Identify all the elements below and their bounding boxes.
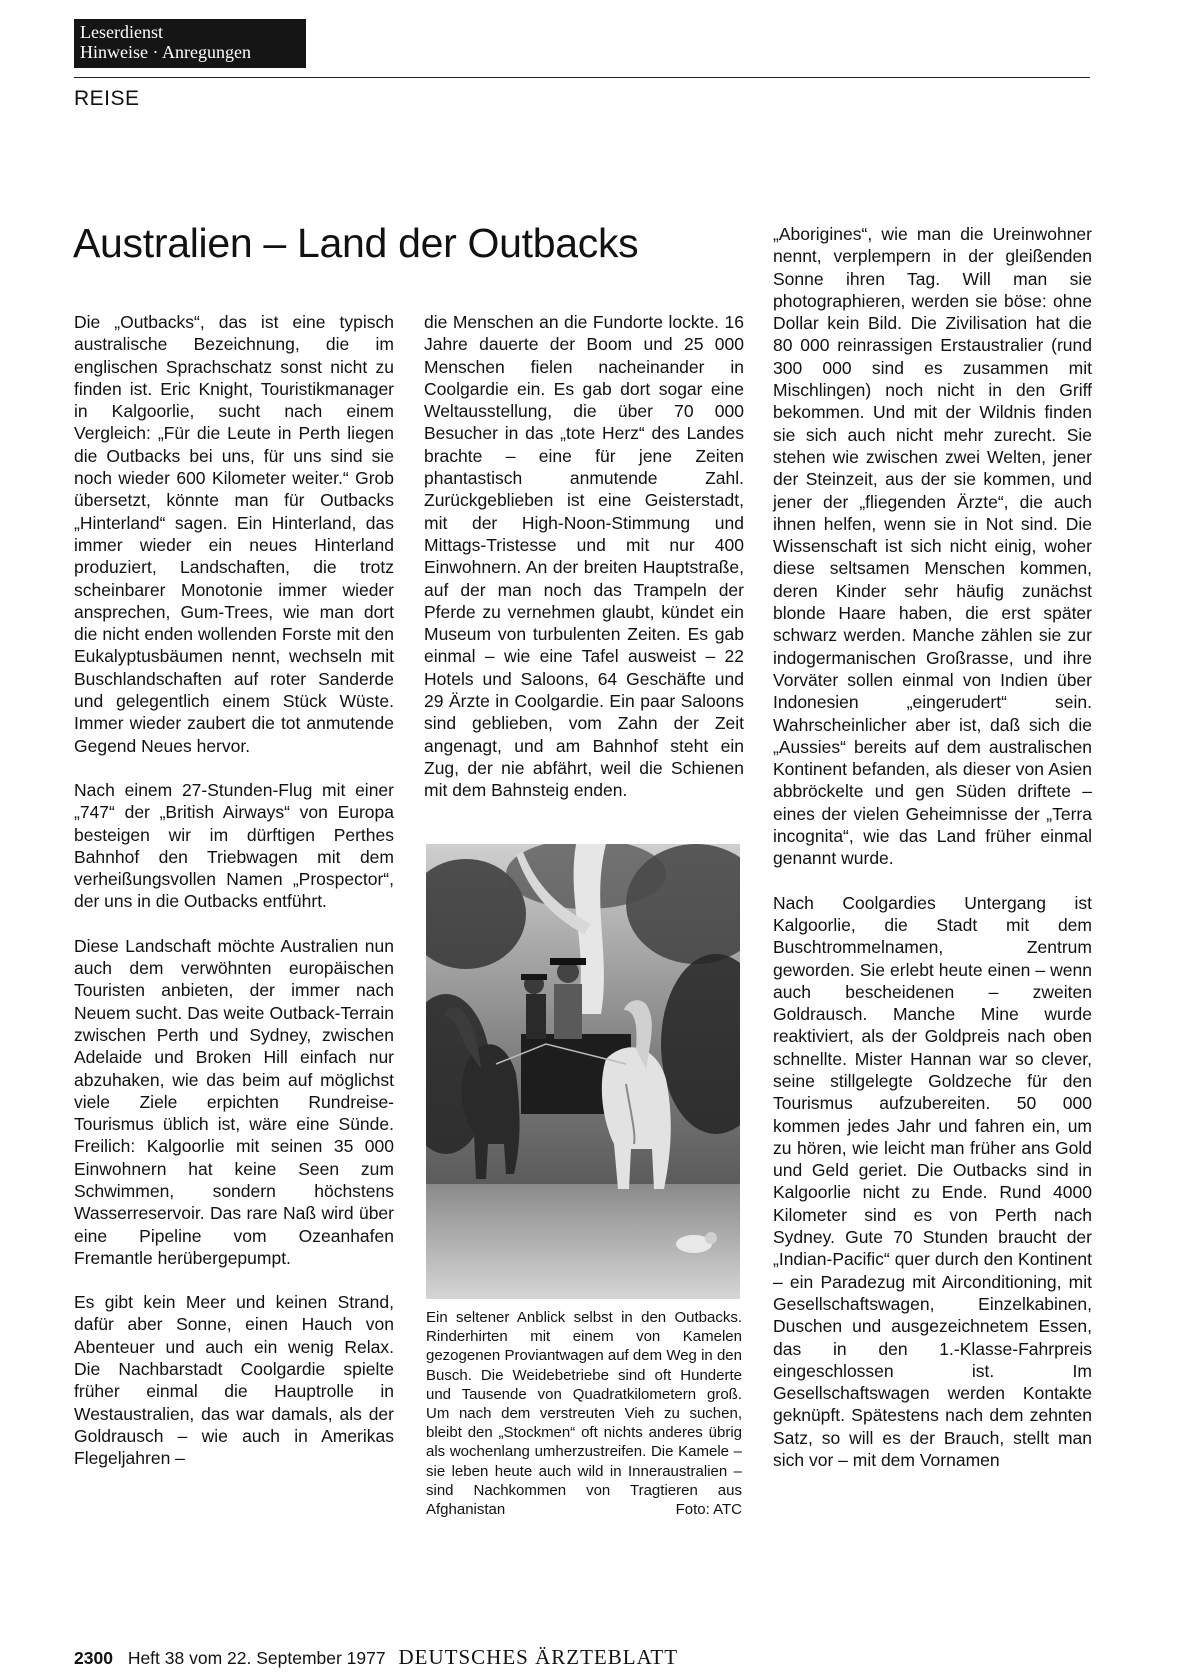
paragraph: Nach einem 27-Stunden-Flug mit einer „747“ der „British Airways“ von Europa besteigen wir im dürftigen Perthes Bahnhof den Triebwagen mit dem verheißungsvollen Namen „Prospector“, der uns in die Outbacks entführt. (74, 779, 394, 912)
badge-line-2: Hinweise · Anregungen (80, 42, 251, 62)
article-column-3 (773, 223, 1092, 1471)
paragraph: Es gibt kein Meer und keinen Strand, dafür aber Sonne, einen Hauch von Abenteuer und auch ein wenig Relax. Die Nachbarstadt Coolgardie spielte früher einmal die Hauptrolle in Westaustralien, das war damals, als der Goldrausch – wie auch in Amerikas Flegeljahren – (74, 1292, 394, 1469)
photo-credit: Foto: ATC (675, 1501, 742, 1519)
paragraph: Die „Outbacks“, das ist eine typisch australische Bezeichnung, die im englischen Sprachschatz sonst nicht zu finden ist. Eric Knight, Touristikmanager in Kalgoorlie, sucht nach einem Vergleich: „Für die Leute in Perth liegen die Outbacks bei uns, für uns sind sie noch wieder 600 Kilometer weiter.“ Grob übersetzt, könnte man für Outbacks „Hinterland“ sagen. Ein Hinterland, das immer wieder ein neues Hinterland produziert, Landschaften, die trotz scheinbarer Monotonie immer wieder ansprechen, Gum-Trees, wie man dort die nicht enden wollenden Forste mit den Eukalyptusbäumen nennt, wechseln mit Buschlandschaften auf roter Sanderde und gelegentlich einem Stück Wüste. Immer wieder zaubert die tot anmutende Gegend Neues hervor. (74, 312, 394, 756)
page-footer (74, 1645, 678, 1670)
issue-info: Heft 38 vom 22. September 1977 (127, 1648, 386, 1668)
paragraph: „Aborigines“, wie man die Ureinwohner nennt, verplempern in der gleißenden Sonne ihren Tag. Will man sie photographieren, werden sie böse: ohne Dollar kein Bild. Die Zivilisation hat die 80 000 reinrassigen Erstaustralier (rund 300 000 sind es zusammen mit Mischlingen) noch nicht in den Griff bekommen. Und mit der Wildnis finden sie sich auch nicht mehr zurecht. Sie stehen wie zwischen zwei Welten, jener der Steinzeit, aus der sie kommen, und jener der „fliegenden Ärzte“, die auch ihnen helfen, wenn sie in Not sind. Die Wissenschaft ist sich nicht einig, woher diese seltsamen Menschen kommen, deren Kinder sehr häufig zunächst blonde Haare haben, die erst später schwarz werden. Manche zählen sie zur indogermanischen Großrasse, und ihre Vorväter sollen einmal von Indien über Indonesien „eingerudert“ sein. Wahrscheinlicher aber ist, daß sich die „Aussies“ bereits auf dem australischen Kontinent befanden, als dieser von Asien abbröckelte und gen Süden driftete – eines der vielen Geheimnisse der „Terra incognita“, wie das Land früher einmal genannt wurde. (773, 224, 1092, 869)
article-title: Australien – Land der Outbacks (73, 220, 639, 266)
caption-text: Ein seltener Anblick selbst in den Outbacks. Rinderhirten mit einem von Kamelen gezogenen Proviantwagen auf dem Weg in den Busch. Die Weidebetriebe sind oft Hunderte und Tausende von Quadratkilometern groß. Um nach dem verstreuten Vieh zu suchen, bleibt den „Stockmen“ oft nichts anderes übrig als wochenlang umherzustreifen. Die Kamele – sie leben heute auch wild in Inneraustralien – sind Nachkommen von Tragtieren aus Afghanistan (426, 1309, 742, 1519)
photo-caption (426, 1308, 742, 1519)
article-column-2 (424, 311, 744, 802)
paragraph: Nach Coolgardies Untergang ist Kalgoorlie, die Stadt mit dem Buschtrommelnamen, Zentrum geworden. Sie erlebt heute einen – wenn auch bescheidenen – zweiten Goldrausch. Manche Mine wurde reaktiviert, als der Goldpreis nach oben schnellte. Mister Hannan war so clever, seine stillgelegte Goldzeche für den Tourismus aufzubereiten. 50 000 kommen jedes Jahr und fahren ein, um zu hören, wie leicht man früher ans Gold und Geld geriet. Die Outbacks sind in Kalgoorlie nicht zu Ende. Rund 4000 Kilometer sind es von Perth nach Sydney. Gute 70 Stunden braucht der „Indian-Pacific“ quer durch den Kontinent – ein Paradezug mit Airconditioning, mit Gesellschaftswagen, Einzelkabinen, Duschen und ausgezeichnetem Essen, das in den 1.-Klasse-Fahrpreis eingeschlossen ist. Im Gesellschaftswagen werden Kontakte geknüpft. Spätestens nach dem zehnten Satz, so will es der Brauch, stellt man sich vor – mit dem Vornamen (773, 892, 1092, 1471)
camel-wagon-photo (426, 844, 740, 1299)
paragraph: die Menschen an die Fundorte lockte. 16 Jahre dauerte der Boom und 25 000 Menschen fielen nacheinander in Coolgardie ein. Es gab dort sogar eine Weltausstellung, die über 70 000 Besucher in das „tote Herz“ des Landes brachte – eine für jene Zeiten phantastisch anmutende Zahl. Zurückgeblieben ist eine Geisterstadt, mit der High-Noon-Stimmung und Mittags-Tristesse und mit nur 400 Einwohnern. An der breiten Hauptstraße, auf der man noch das Trampeln der Pferde zu vernehmen glaubt, kündet ein Museum von turbulenten Zeiten. Es gab einmal – wie eine Tafel ausweist – 22 Hotels und Saloons, 64 Geschäfte und 29 Ärzte in Coolgardie. Ein paar Saloons sind geblieben, vom Zahn der Zeit angenagt, und am Bahnhof steht ein Zug, der nie abfährt, weil die Schienen mit dem Bahnsteig enden. (424, 312, 744, 801)
leserdienst-badge (74, 19, 306, 68)
article-column-1 (74, 311, 394, 1470)
badge-line-1: Leserdienst (80, 22, 163, 42)
header-rule (74, 77, 1090, 78)
journal-name: DEUTSCHES ÄRZTEBLATT (398, 1645, 679, 1669)
page-number: 2300 (74, 1648, 113, 1668)
section-label: REISE (74, 87, 140, 110)
paragraph: Diese Landschaft möchte Australien nun auch dem verwöhnten europäischen Touristen anbieten, der immer nach Neuem sucht. Das weite Outback-Terrain zwischen Perth und Sydney, zwischen Adelaide und Broken Hill einfach nur abzuhaken, wie das beim auf möglichst viele Ziele erpichten Rundreise-Tourismus üblich ist, wäre eine Sünde. Freilich: Kalgoorlie mit seinen 35 000 Einwohnern hat keine Seen zum Schwimmen, sondern höchstens Wasserreservoir. Das rare Naß wird über eine Pipeline vom Ozeanhafen Fremantle herübergepumpt. (74, 935, 394, 1268)
photo-illustration (426, 844, 740, 1299)
